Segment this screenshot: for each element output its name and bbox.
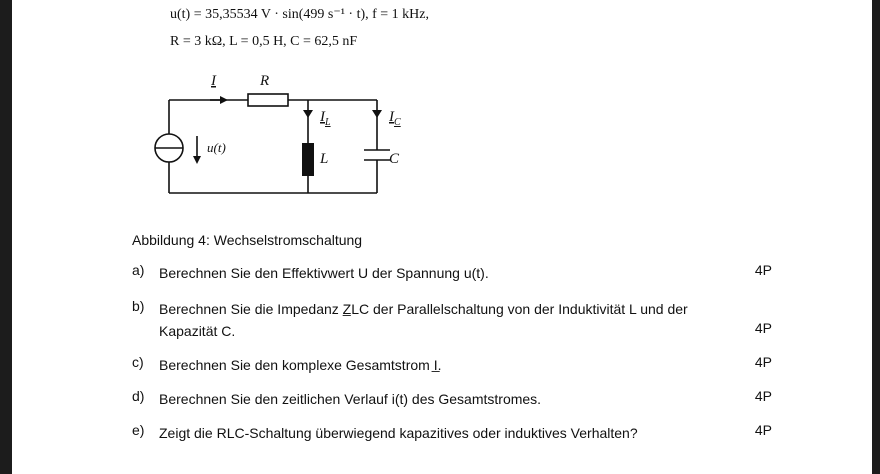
IL-arrowhead (303, 110, 313, 118)
task-letter: a) (132, 262, 145, 278)
resistor-symbol (248, 94, 288, 106)
task-text: Berechnen Sie den Effektivwert U der Spannung u(t). (159, 265, 489, 281)
capacitor-symbol (364, 150, 390, 160)
task-text: Berechnen Sie den zeitlichen Verlauf i(t) des Gesamtstromes. (159, 391, 542, 407)
task-letter: e) (132, 422, 145, 438)
task-points: 4P (754, 388, 772, 404)
task-points: 4P (754, 354, 772, 370)
document-page (12, 0, 872, 474)
voltage-formula: u(t) = 35,35534 V · sin(499 s⁻¹ · t), f = 1 kHz, (170, 7, 430, 22)
label-C: C (389, 151, 400, 167)
IC-arrowhead (372, 110, 382, 118)
task-points: 4P (754, 422, 772, 438)
label-u: u(t) (207, 140, 226, 155)
current-arrowhead (220, 96, 228, 104)
voltage-arrowhead (193, 156, 201, 164)
task-letter: c) (132, 354, 144, 370)
label-IC: $I_C$ (389, 109, 401, 128)
label-I: I (211, 73, 216, 89)
task-letter: d) (132, 388, 145, 404)
figure-caption: Abbildung 4: Wechselstromschaltung (132, 232, 363, 248)
task-points: 4P (754, 262, 772, 278)
task-text: Zeigt die RLC-Schaltung überwiegend kapazitives oder induktives Verhalten? (159, 425, 638, 441)
inductor-symbol (302, 143, 314, 176)
task-letter: b) (132, 298, 145, 314)
task-text: Berechnen Sie den komplexe Gesamtstrom I̲. (159, 357, 442, 373)
label-IL: $I_L$ (320, 109, 331, 128)
component-values: R = 3 kΩ, L = 0,5 H, C = 62,5 nF (170, 34, 358, 49)
task-text: Berechnen Sie die Impedanz Z̲LC der Parallelschaltung von der Induktivität L und der Kapazität C. (159, 301, 688, 339)
label-L: L (320, 151, 329, 167)
label-R: R (260, 73, 270, 89)
task-points: 4P (754, 320, 772, 336)
